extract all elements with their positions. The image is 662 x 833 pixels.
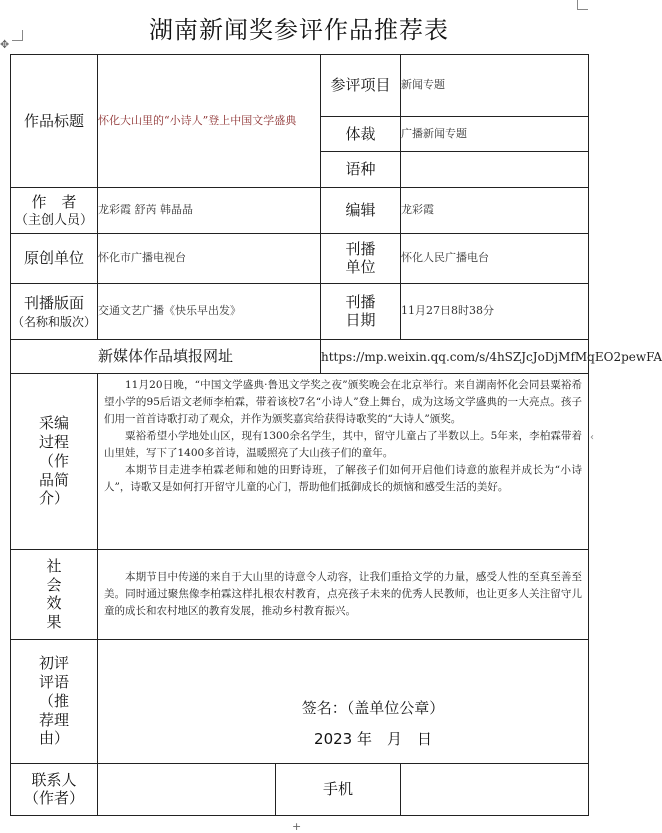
intro-paragraph: 11月20日晚，“中国文学盛典·鲁迅文学奖之夜”颁奖晚会在北京举行。来自湖南怀化会同县粟裕希望小学的95后语文老师李柏霖，带着该校7名“小诗人”登上舞台，成为这场文学盛典的一大亮点。孩子们用一首首诗歌打动了观众，并作为颁奖嘉宾给获得诗歌奖的“大诗人”颁奖。 <box>104 379 583 425</box>
publish-edition-label-sub: （名称和版次） <box>11 314 96 329</box>
mobile-value[interactable] <box>401 764 589 816</box>
publish-edition-value[interactable]: 交通文艺广播《快乐早出发》 <box>98 284 321 340</box>
work-title-label: 作品标题 <box>11 55 98 188</box>
intro-paragraph: 粟裕希望小学地处山区，现有1300余名学生，其中，留守儿童占了半数以上。5年来，李柏霖带着山里娃，写下了1400多首诗，温暖照亮了大山孩子们的童年。 <box>104 430 583 459</box>
table-move-handle-icon[interactable]: ✥ <box>0 38 10 51</box>
contact-value[interactable] <box>98 764 276 816</box>
new-media-url-value[interactable]: https://mp.weixin.qq.com/s/4hSZJcJoDjMfMqEO2pewFA <box>321 340 589 374</box>
original-unit-label: 原创单位 <box>11 234 98 284</box>
intro-label: 采编过程（作品简介） <box>38 414 69 508</box>
category-label: 参评项目 <box>321 55 401 117</box>
publish-unit-label: 刊播单位 <box>345 239 376 277</box>
author-label-sub: （主创人员） <box>14 212 93 228</box>
crop-mark-top-left <box>12 30 23 41</box>
publish-unit-value[interactable]: 怀化人民广播电台 <box>401 234 589 284</box>
authors-value[interactable]: 龙彩霞 舒芮 韩晶晶 <box>98 188 321 234</box>
date-line: 2023 年 月 日 <box>314 730 432 748</box>
author-label <box>11 188 98 234</box>
genre-label: 体裁 <box>321 117 401 152</box>
language-value[interactable] <box>401 152 589 188</box>
category-value[interactable]: 新闻专题 <box>401 55 589 117</box>
signature-line: 签名：（盖单位公章） <box>301 699 445 717</box>
publish-edition-label-main: 刊播版面 <box>23 294 84 313</box>
crop-mark-top-right <box>577 0 588 10</box>
contact-label: 联系人（作者） <box>23 770 84 808</box>
editor-value[interactable]: 龙彩霞 <box>401 188 589 234</box>
new-media-url-label: 新媒体作品填报网址 <box>11 340 321 374</box>
publish-edition-label <box>11 284 98 340</box>
mobile-label: 手机 <box>276 764 401 816</box>
social-effect-label: 社会效果 <box>46 556 62 631</box>
original-unit-value[interactable]: 怀化市广播电视台 <box>98 234 321 284</box>
publish-date-label: 刊播日期 <box>345 292 376 330</box>
review-label: 初评评语（推荐理由） <box>38 654 69 748</box>
publish-date-value[interactable]: 11月27日8时38分 <box>401 284 589 340</box>
row-resize-handle-icon[interactable]: ‹ <box>590 432 594 443</box>
author-label-main: 作 者 <box>31 192 77 211</box>
add-row-icon[interactable]: + <box>292 820 302 833</box>
work-title-value[interactable]: 怀化大山里的“小诗人”登上中国文学盛典 <box>98 55 321 188</box>
page-title: 湖南新闻奖参评作品推荐表 <box>149 16 449 44</box>
language-label: 语种 <box>321 152 401 188</box>
social-effect-text: 本期节目中传递的来自于大山里的诗意令人动容，让我们重拾文学的力量，感受人性的至真至善至美。同时通过聚焦像李柏霖这样扎根农村教育，点亮孩子未来的优秀人民教师，也让更多人关注留守儿童的成长和农村地区的教育发展，推动乡村教育振兴。 <box>104 571 583 617</box>
editor-label: 编辑 <box>321 188 401 234</box>
recommendation-form-table <box>10 54 662 816</box>
genre-value[interactable]: 广播新闻专题 <box>401 117 589 152</box>
review-content[interactable] <box>98 640 589 764</box>
intro-paragraph: 本期节目走进李柏霖老师和她的田野诗班，了解孩子们如何开启他们诗意的旅程并成长为“小诗人”，诗歌又是如何打开留守儿童的心门，帮助他们抵御成长的烦恼和感受生活的美好。 <box>104 464 583 493</box>
intro-content[interactable] <box>98 374 589 550</box>
social-effect-content[interactable] <box>98 550 589 640</box>
